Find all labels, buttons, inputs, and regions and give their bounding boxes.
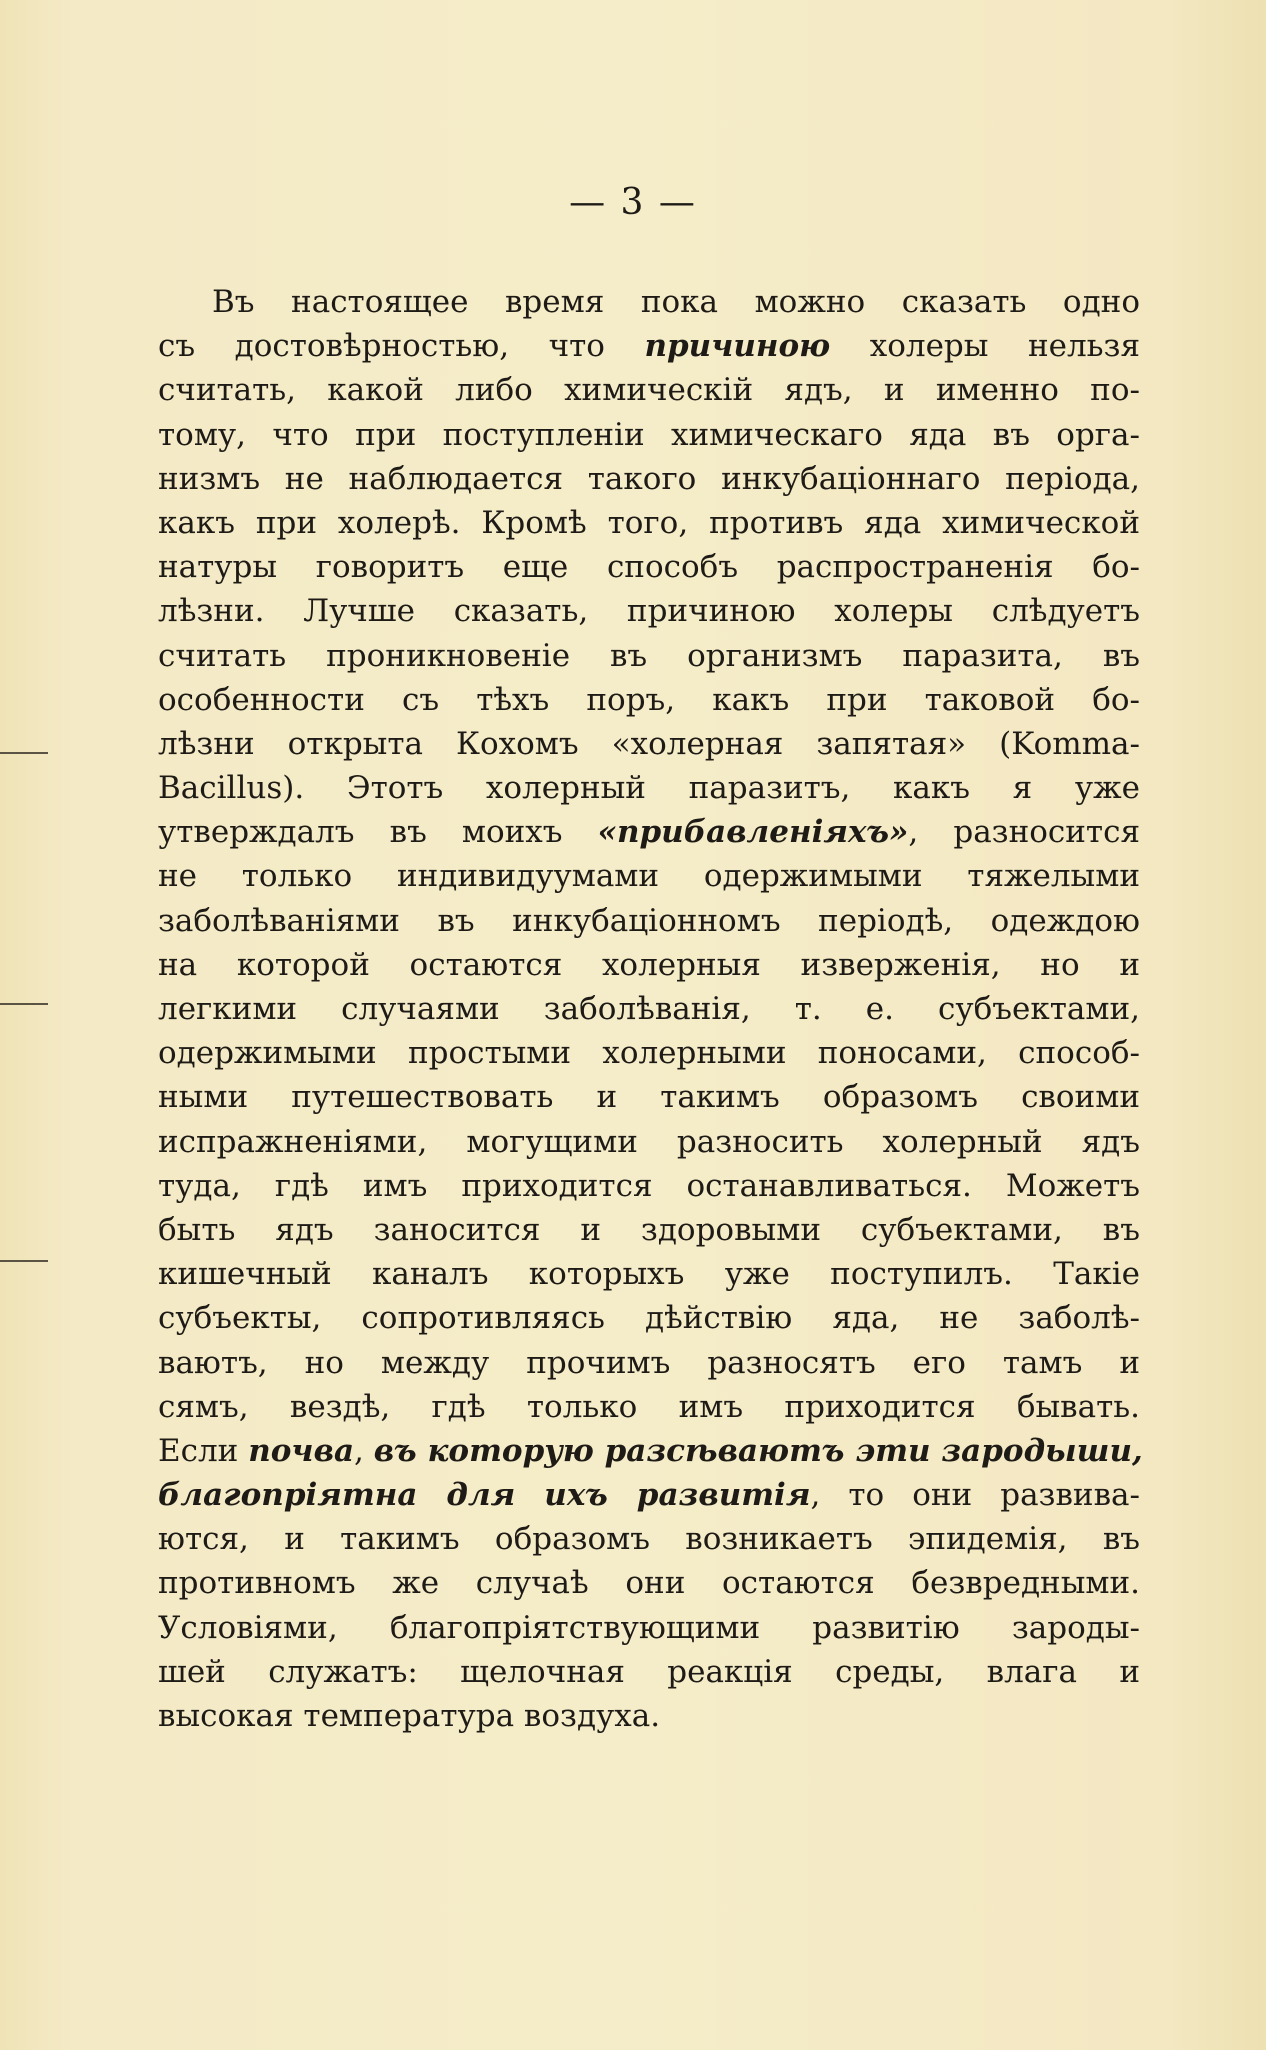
text-run: туда, гдѣ имъ приходится останавливаться. Можетъ [158,1167,1140,1204]
text-run: высокая температура воздуха. [158,1698,661,1734]
emphasized-text: въ которую разсѣваютъ эти зародыши, [373,1432,1143,1469]
text-line [158,1606,1140,1650]
text-line [158,1208,1140,1252]
text-run: утверждалъ въ моихъ [158,814,598,851]
emphasized-text: причиною [644,328,831,365]
text-run: Условіями, благопріятствующими развитію зароды- [158,1609,1140,1646]
margin-mark [0,1260,48,1262]
text-run: ными путешествовать и такимъ образомъ своими [158,1079,1140,1116]
text-line [158,545,1140,589]
text-line [158,1075,1140,1119]
text-run: холеры нельзя [830,328,1141,365]
text-line [158,501,1140,545]
text-run: не только индивидуумами одержимыми тяжелыми [158,858,1140,895]
text-run: легкими случаями заболѣванія, т. е. субъектами, [158,991,1140,1027]
body-text [158,280,1143,1738]
text-run: , разносится [908,814,1141,851]
text-run: особенности съ тѣхъ поръ, какъ при таковой бо- [158,681,1140,718]
text-line [158,943,1140,987]
text-line [158,766,1140,810]
margin-mark [0,752,48,754]
text-line [158,280,1140,324]
text-line [158,1031,1140,1075]
text-run: кишечный каналъ которыхъ уже поступилъ. Такіе [158,1256,1140,1293]
margin-mark [0,1003,48,1005]
text-run: одержимыми простыми холерными поносами, способ- [158,1035,1140,1072]
text-line [158,678,1140,722]
text-line [158,368,1140,412]
text-run: противномъ же случаѣ они остаются безвредными. [158,1565,1140,1602]
text-line [158,1561,1140,1605]
text-run: , то они развива- [810,1477,1140,1514]
text-line [158,722,1140,766]
text-run: , [354,1432,374,1469]
text-line [158,589,1140,633]
text-run: Если [158,1432,249,1469]
text-line [158,1473,1140,1517]
text-run: натуры говоритъ еще способъ распространенія бо- [158,549,1140,586]
text-line [158,1341,1140,1385]
text-line [158,1296,1140,1340]
text-line [158,987,1140,1031]
text-line [158,1120,1140,1164]
text-run: заболѣваніями въ инкубаціонномъ періодѣ, одеждою [158,902,1140,939]
text-line [158,1694,1140,1738]
text-line [158,324,1140,368]
text-run: сямъ, вездѣ, гдѣ только имъ приходится бывать. [158,1388,1140,1425]
text-run: съ достовѣрностью, что [158,328,645,365]
text-line [158,1650,1140,1694]
text-run: низмъ не наблюдается такого инкубаціоннаго періода, [158,460,1140,497]
emphasized-text: «прибавленіяхъ» [597,814,909,851]
text-line [158,810,1140,854]
text-run: лѣзни. Лучше сказать, причиною холеры слѣдуетъ [158,593,1140,630]
text-run: испражненіями, могущими разносить холерный ядъ [158,1123,1140,1160]
text-line [158,413,1140,457]
text-run: какъ при холерѣ. Кромѣ того, противъ яда химической [158,504,1140,541]
text-run: быть ядъ заносится и здоровыми субъектами, въ [158,1211,1140,1248]
text-line [158,457,1140,501]
text-line [158,1252,1140,1296]
page-number: — 3 — [569,182,697,223]
text-line [158,1164,1140,1208]
emphasized-text: благопріятна для ихъ развитія [158,1477,811,1514]
text-run: шей служатъ: щелочная реакція среды, влага и [158,1653,1140,1690]
text-run: тому, что при поступленіи химическаго яда въ орга- [158,416,1140,453]
text-run: считать проникновеніе въ организмъ паразита, въ [158,637,1140,674]
text-run: на которой остаются холерныя изверженія, но и [158,946,1140,983]
text-run: лѣзни открыта Кохомъ «холерная запятая» (Komma- [158,725,1140,762]
text-run: считать, какой либо химическій ядъ, и именно по- [158,372,1140,409]
text-run: ваютъ, но между прочимъ разносятъ его тамъ и [158,1344,1140,1381]
text-run: Въ настоящее время пока можно сказать одно [212,284,1140,320]
text-line [158,1429,1143,1473]
text-line [158,634,1140,678]
emphasized-text: почва [248,1432,355,1469]
text-line [158,1517,1140,1561]
text-line [158,854,1140,898]
text-line [158,899,1140,943]
text-run: субъекты, сопротивляясь дѣйствію яда, не заболѣ- [158,1300,1140,1337]
text-run: ются, и такимъ образомъ возникаетъ эпидемія, въ [158,1521,1140,1558]
text-run: Bacillus). Этотъ холерный паразитъ, какъ я уже [158,770,1140,807]
text-line [158,1385,1140,1429]
